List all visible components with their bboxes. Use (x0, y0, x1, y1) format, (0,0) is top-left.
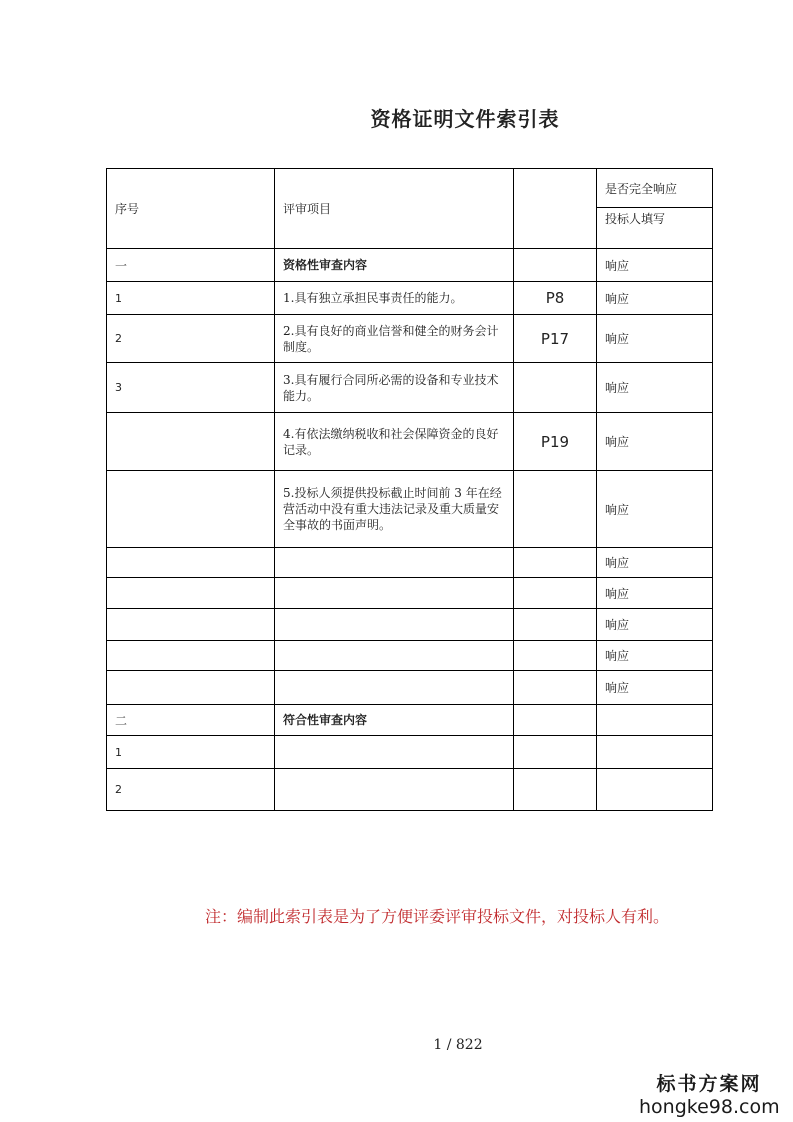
row-resp: 响应 (597, 548, 713, 578)
row-resp: 响应 (597, 315, 713, 363)
header-resp-top: 是否完全响应 (597, 169, 713, 208)
row-item (275, 641, 514, 671)
row-resp: 响应 (597, 671, 713, 705)
index-table-body (107, 169, 713, 811)
watermark-cn: 标书方案网 (656, 1073, 762, 1095)
row-item (275, 609, 514, 641)
table-row (107, 363, 713, 413)
row-no (107, 413, 275, 471)
header-page (514, 169, 597, 249)
row-no: 1 (107, 282, 275, 315)
watermark-logo (639, 1069, 779, 1118)
row-no (107, 609, 275, 641)
row-resp (597, 769, 713, 811)
table-row (107, 769, 713, 811)
row-item (275, 736, 514, 769)
row-page: P17 (514, 315, 597, 363)
row-page (514, 363, 597, 413)
row-item: 4.有依法缴纳税收和社会保障资金的良好记录。 (275, 413, 514, 471)
row-page (514, 705, 597, 736)
section-row (107, 705, 713, 736)
row-page (514, 671, 597, 705)
row-page (514, 548, 597, 578)
row-no: 二 (107, 705, 275, 736)
row-page (514, 769, 597, 811)
table-row (107, 282, 713, 315)
row-resp: 响应 (597, 578, 713, 609)
index-table (106, 168, 713, 811)
row-no (107, 641, 275, 671)
row-resp (597, 736, 713, 769)
footnote: 注：编制此索引表是为了方便评委评审投标文件，对投标人有利。 (205, 907, 670, 926)
header-resp-bottom: 投标人填写 (597, 208, 713, 249)
row-resp: 响应 (597, 471, 713, 548)
row-no: 一 (107, 249, 275, 282)
table-row (107, 671, 713, 705)
table-row (107, 736, 713, 769)
row-no: 1 (107, 736, 275, 769)
row-item (275, 769, 514, 811)
header-item: 评审项目 (275, 169, 514, 249)
row-page: P8 (514, 282, 597, 315)
table-row (107, 471, 713, 548)
row-no: 2 (107, 769, 275, 811)
row-no (107, 548, 275, 578)
row-item (275, 578, 514, 609)
row-page (514, 471, 597, 548)
row-no (107, 471, 275, 548)
watermark-url: hongke98.com (639, 1096, 780, 1118)
row-page (514, 249, 597, 282)
table-row (107, 578, 713, 609)
table-row (107, 315, 713, 363)
row-item: 3.具有履行合同所必需的设备和专业技术能力。 (275, 363, 514, 413)
table-header-row (107, 169, 713, 208)
header-no: 序号 (107, 169, 275, 249)
document-title: 资格证明文件索引表 (370, 107, 560, 131)
row-page: P19 (514, 413, 597, 471)
row-page (514, 736, 597, 769)
table-row (107, 641, 713, 671)
row-resp: 响应 (597, 282, 713, 315)
table-row (107, 413, 713, 471)
table-row (107, 548, 713, 578)
row-item: 1.具有独立承担民事责任的能力。 (275, 282, 514, 315)
row-resp: 响应 (597, 609, 713, 641)
page-number: 1 / 822 (433, 1037, 483, 1053)
section-row (107, 249, 713, 282)
row-item: 符合性审查内容 (275, 705, 514, 736)
row-no: 3 (107, 363, 275, 413)
row-resp (597, 705, 713, 736)
row-resp: 响应 (597, 413, 713, 471)
row-resp: 响应 (597, 641, 713, 671)
row-item: 资格性审查内容 (275, 249, 514, 282)
row-item (275, 548, 514, 578)
row-resp: 响应 (597, 363, 713, 413)
row-item: 5.投标人须提供投标截止时间前 3 年在经营活动中没有重大违法记录及重大质量安全事故的书面声明。 (275, 471, 514, 548)
row-no: 2 (107, 315, 275, 363)
row-page (514, 609, 597, 641)
row-no (107, 671, 275, 705)
row-item: 2.具有良好的商业信誉和健全的财务会计制度。 (275, 315, 514, 363)
row-item (275, 671, 514, 705)
table-row (107, 609, 713, 641)
row-resp: 响应 (597, 249, 713, 282)
row-no (107, 578, 275, 609)
row-page (514, 578, 597, 609)
row-page (514, 641, 597, 671)
